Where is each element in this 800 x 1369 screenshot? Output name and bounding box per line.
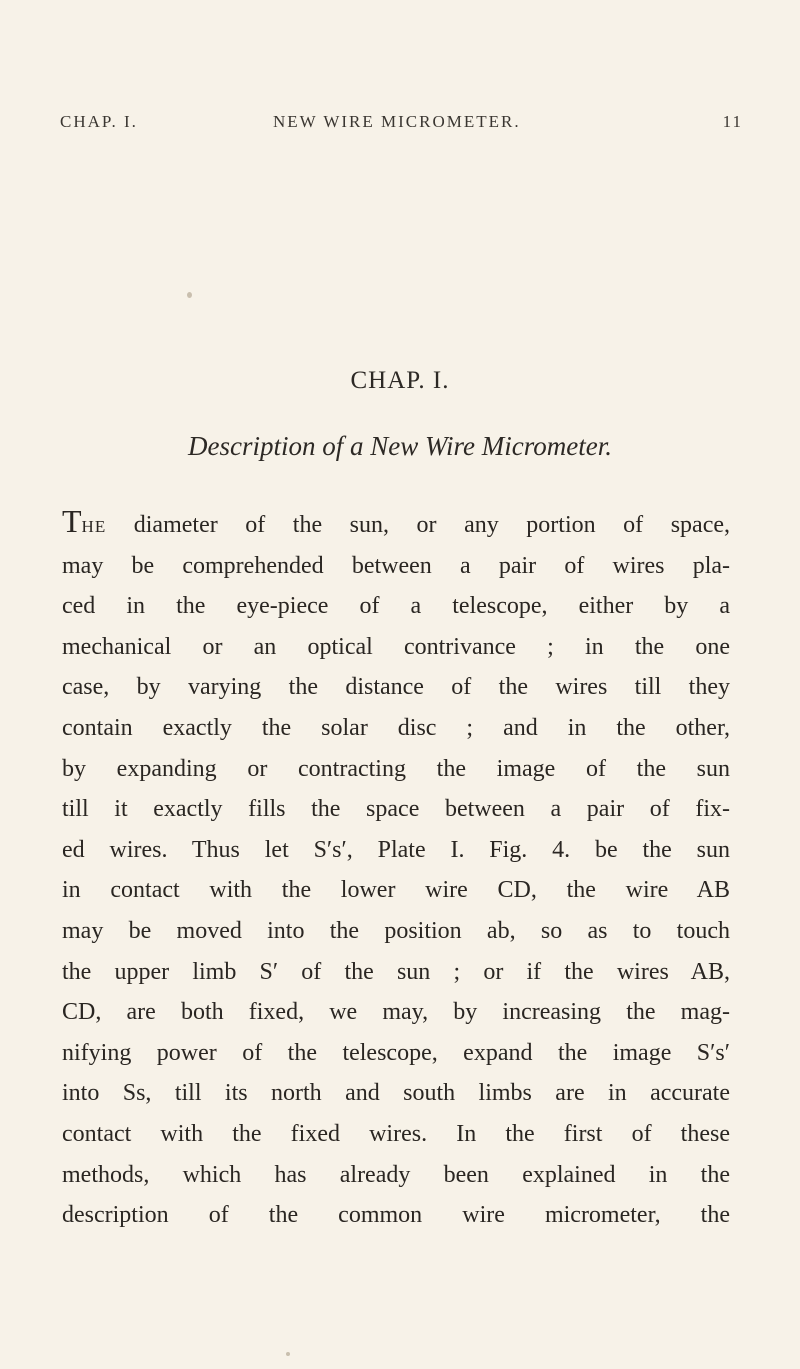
- text-line: contact with the fixed wires. In the first of these: [62, 1120, 730, 1147]
- text-line: till it exactly fills the space between a pair of fix-: [62, 796, 730, 823]
- running-head-chapter: CHAP. I.: [60, 112, 138, 131]
- running-head-title: NEW WIRE MICROMETER.: [273, 112, 521, 131]
- text-line: by expanding or contracting the image of the sun: [62, 755, 730, 782]
- text-line: ced in the eye-piece of a telescope, either by a: [62, 593, 730, 620]
- body-text: [62, 505, 730, 1236]
- paper-speck: [286, 1352, 290, 1356]
- text-line: into Ss, till its north and south limbs are in accurate: [62, 1080, 730, 1107]
- text-line: case, by varying the distance of the wires till they: [62, 674, 730, 701]
- text-line: ed wires. Thus let S′s′, Plate I. Fig. 4. be the sun: [62, 836, 730, 863]
- drop-cap: T: [62, 505, 82, 539]
- page-number: 11: [722, 112, 743, 131]
- text-line: may be moved into the position ab, so as to touch: [62, 917, 730, 944]
- text-line: CD, are both fixed, we may, by increasing the mag-: [62, 999, 730, 1026]
- line-text: diameter of the sun, or any portion of space,: [106, 512, 730, 538]
- text-line: mechanical or an optical contrivance ; in the one: [62, 633, 730, 660]
- text-line: the upper limb S′ of the sun ; or if the wires AB,: [62, 958, 730, 985]
- chapter-heading: CHAP. I.: [350, 367, 450, 394]
- text-line: description of the common wire micrometer, the: [62, 1202, 730, 1229]
- text-line: methods, which has already been explained in the: [62, 1161, 730, 1188]
- text-line: in contact with the lower wire CD, the wire AB: [62, 877, 730, 904]
- paper-speck: [187, 292, 192, 298]
- text-line: may be comprehended between a pair of wires pla-: [62, 552, 730, 579]
- running-head: [60, 112, 743, 140]
- text-line: nifying power of the telescope, expand the image S′s′: [62, 1039, 730, 1066]
- first-word-rest: HE: [81, 517, 107, 536]
- chapter-subtitle: Description of a New Wire Micrometer.: [188, 431, 612, 461]
- text-line: [62, 505, 730, 546]
- text-line: contain exactly the solar disc ; and in the other,: [62, 714, 730, 741]
